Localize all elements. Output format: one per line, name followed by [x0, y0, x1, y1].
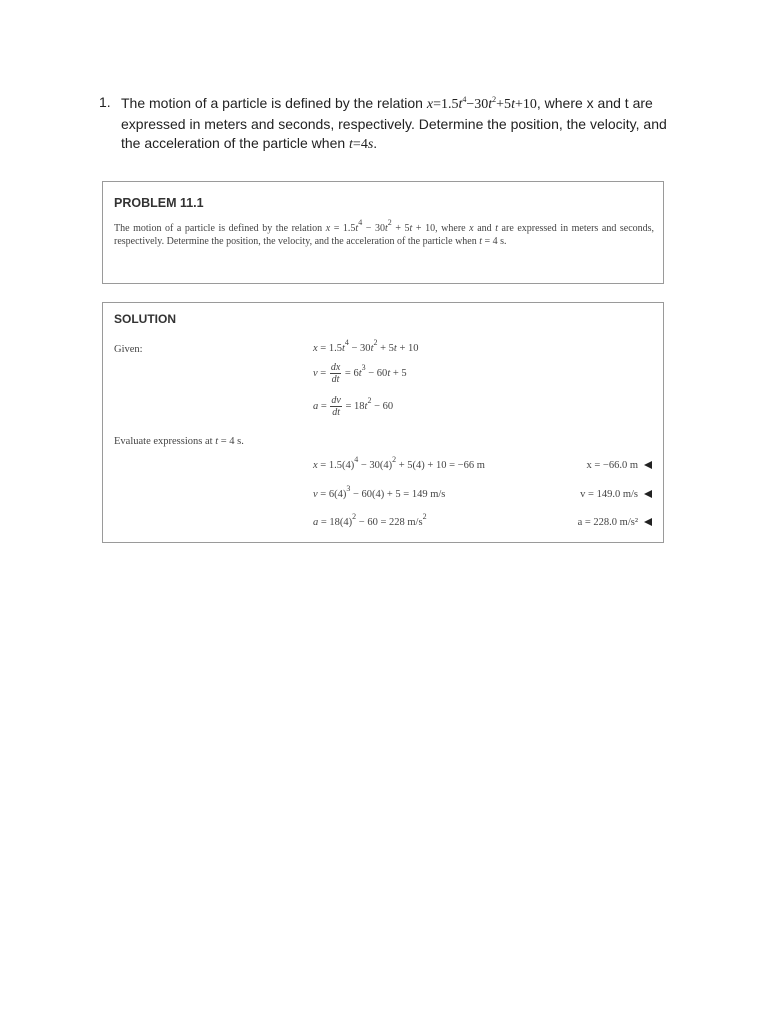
dv-dt-fraction: $\frac{dv}{dt}$ — [331, 395, 341, 418]
velocity-answer — [580, 489, 652, 500]
question-number: 1. — [99, 94, 111, 110]
acceleration-evaluation: $a = 18(4)^2 - 60 = 228$ $m/s^2$ — [313, 512, 427, 528]
evaluate-label: Evaluate expressions at t = 4 s. — [114, 436, 244, 447]
problem-title: PROBLEM 11.1 — [114, 196, 204, 210]
problem-end: . — [504, 236, 507, 247]
position-answer-text: x = −66.0 m — [586, 460, 638, 471]
acceleration-answer — [578, 517, 652, 528]
problem-text: The motion of a particle is defined by the relation $x = 1.5t^4 - 30t^2 + 5t + 10$, where x and t are expressed in meters and seconds, respectively. Determine the position, the velocity, and the acceleration of the particle when t = 4 s. — [114, 218, 655, 247]
answer-marker-icon — [644, 461, 652, 469]
question-after-eq: , where x and t are expressed in meters and seconds, respectively. Determine the position, the velocity, and the acceleration of the particle when — [121, 95, 667, 151]
velocity-evaluation: $v = 6(4)^3 - 60(4) + 5 = 149$ m/s — [313, 484, 446, 500]
problem-box — [102, 181, 664, 284]
problem-rest: are expressed in meters and seconds, respectively. Determine the position, the velocity, and the acceleration of the particle when — [114, 223, 655, 247]
problem-and: and — [473, 223, 496, 234]
problem-mid: , where — [435, 223, 470, 234]
question-end: . — [373, 135, 378, 151]
acceleration-answer-text: a = 228.0 m/s² — [577, 517, 638, 528]
problem-equation: $x = 1.5t^4 - 30t^2 + 5t + 10$ — [325, 218, 436, 234]
answer-marker-icon — [644, 518, 652, 526]
evaluate-end: . — [241, 436, 244, 447]
question-intro: The motion of a particle is defined by the relation — [121, 95, 427, 111]
solution-title: SOLUTION — [114, 312, 176, 326]
solution-box — [102, 302, 664, 543]
velocity-equation: v = $\frac{dx}{dt}$ = $6t^3 - 60t + 5$ — [313, 362, 407, 385]
question-text — [121, 94, 681, 155]
given-label: Given: — [114, 344, 143, 355]
problem-intro: The motion of a particle is defined by the relation — [114, 223, 326, 234]
velocity-answer-text: v = 149.0 m/s — [580, 489, 638, 500]
acceleration-equation: a = $\frac{dv}{dt}$ = $18t^2 - 60$ — [313, 395, 394, 418]
answer-marker-icon — [644, 490, 652, 498]
question-equation: $x=1.5t^4-30t^2+5t+10$ — [426, 95, 537, 112]
position-answer — [586, 460, 652, 471]
evaluate-text: Evaluate expressions at — [114, 436, 216, 447]
position-equation: $x = 1.5t^4 - 30t^2 + 5t + 10$ — [313, 338, 419, 354]
dx-dt-fraction: $\frac{dx}{dt}$ — [330, 362, 341, 385]
problem-time: t = 4 s — [479, 236, 505, 247]
position-evaluation: $x = 1.5(4)^4 - 30(4)^2 + 5(4) + 10 = -66$ m — [313, 455, 485, 471]
question-time: t=4s — [349, 137, 374, 152]
